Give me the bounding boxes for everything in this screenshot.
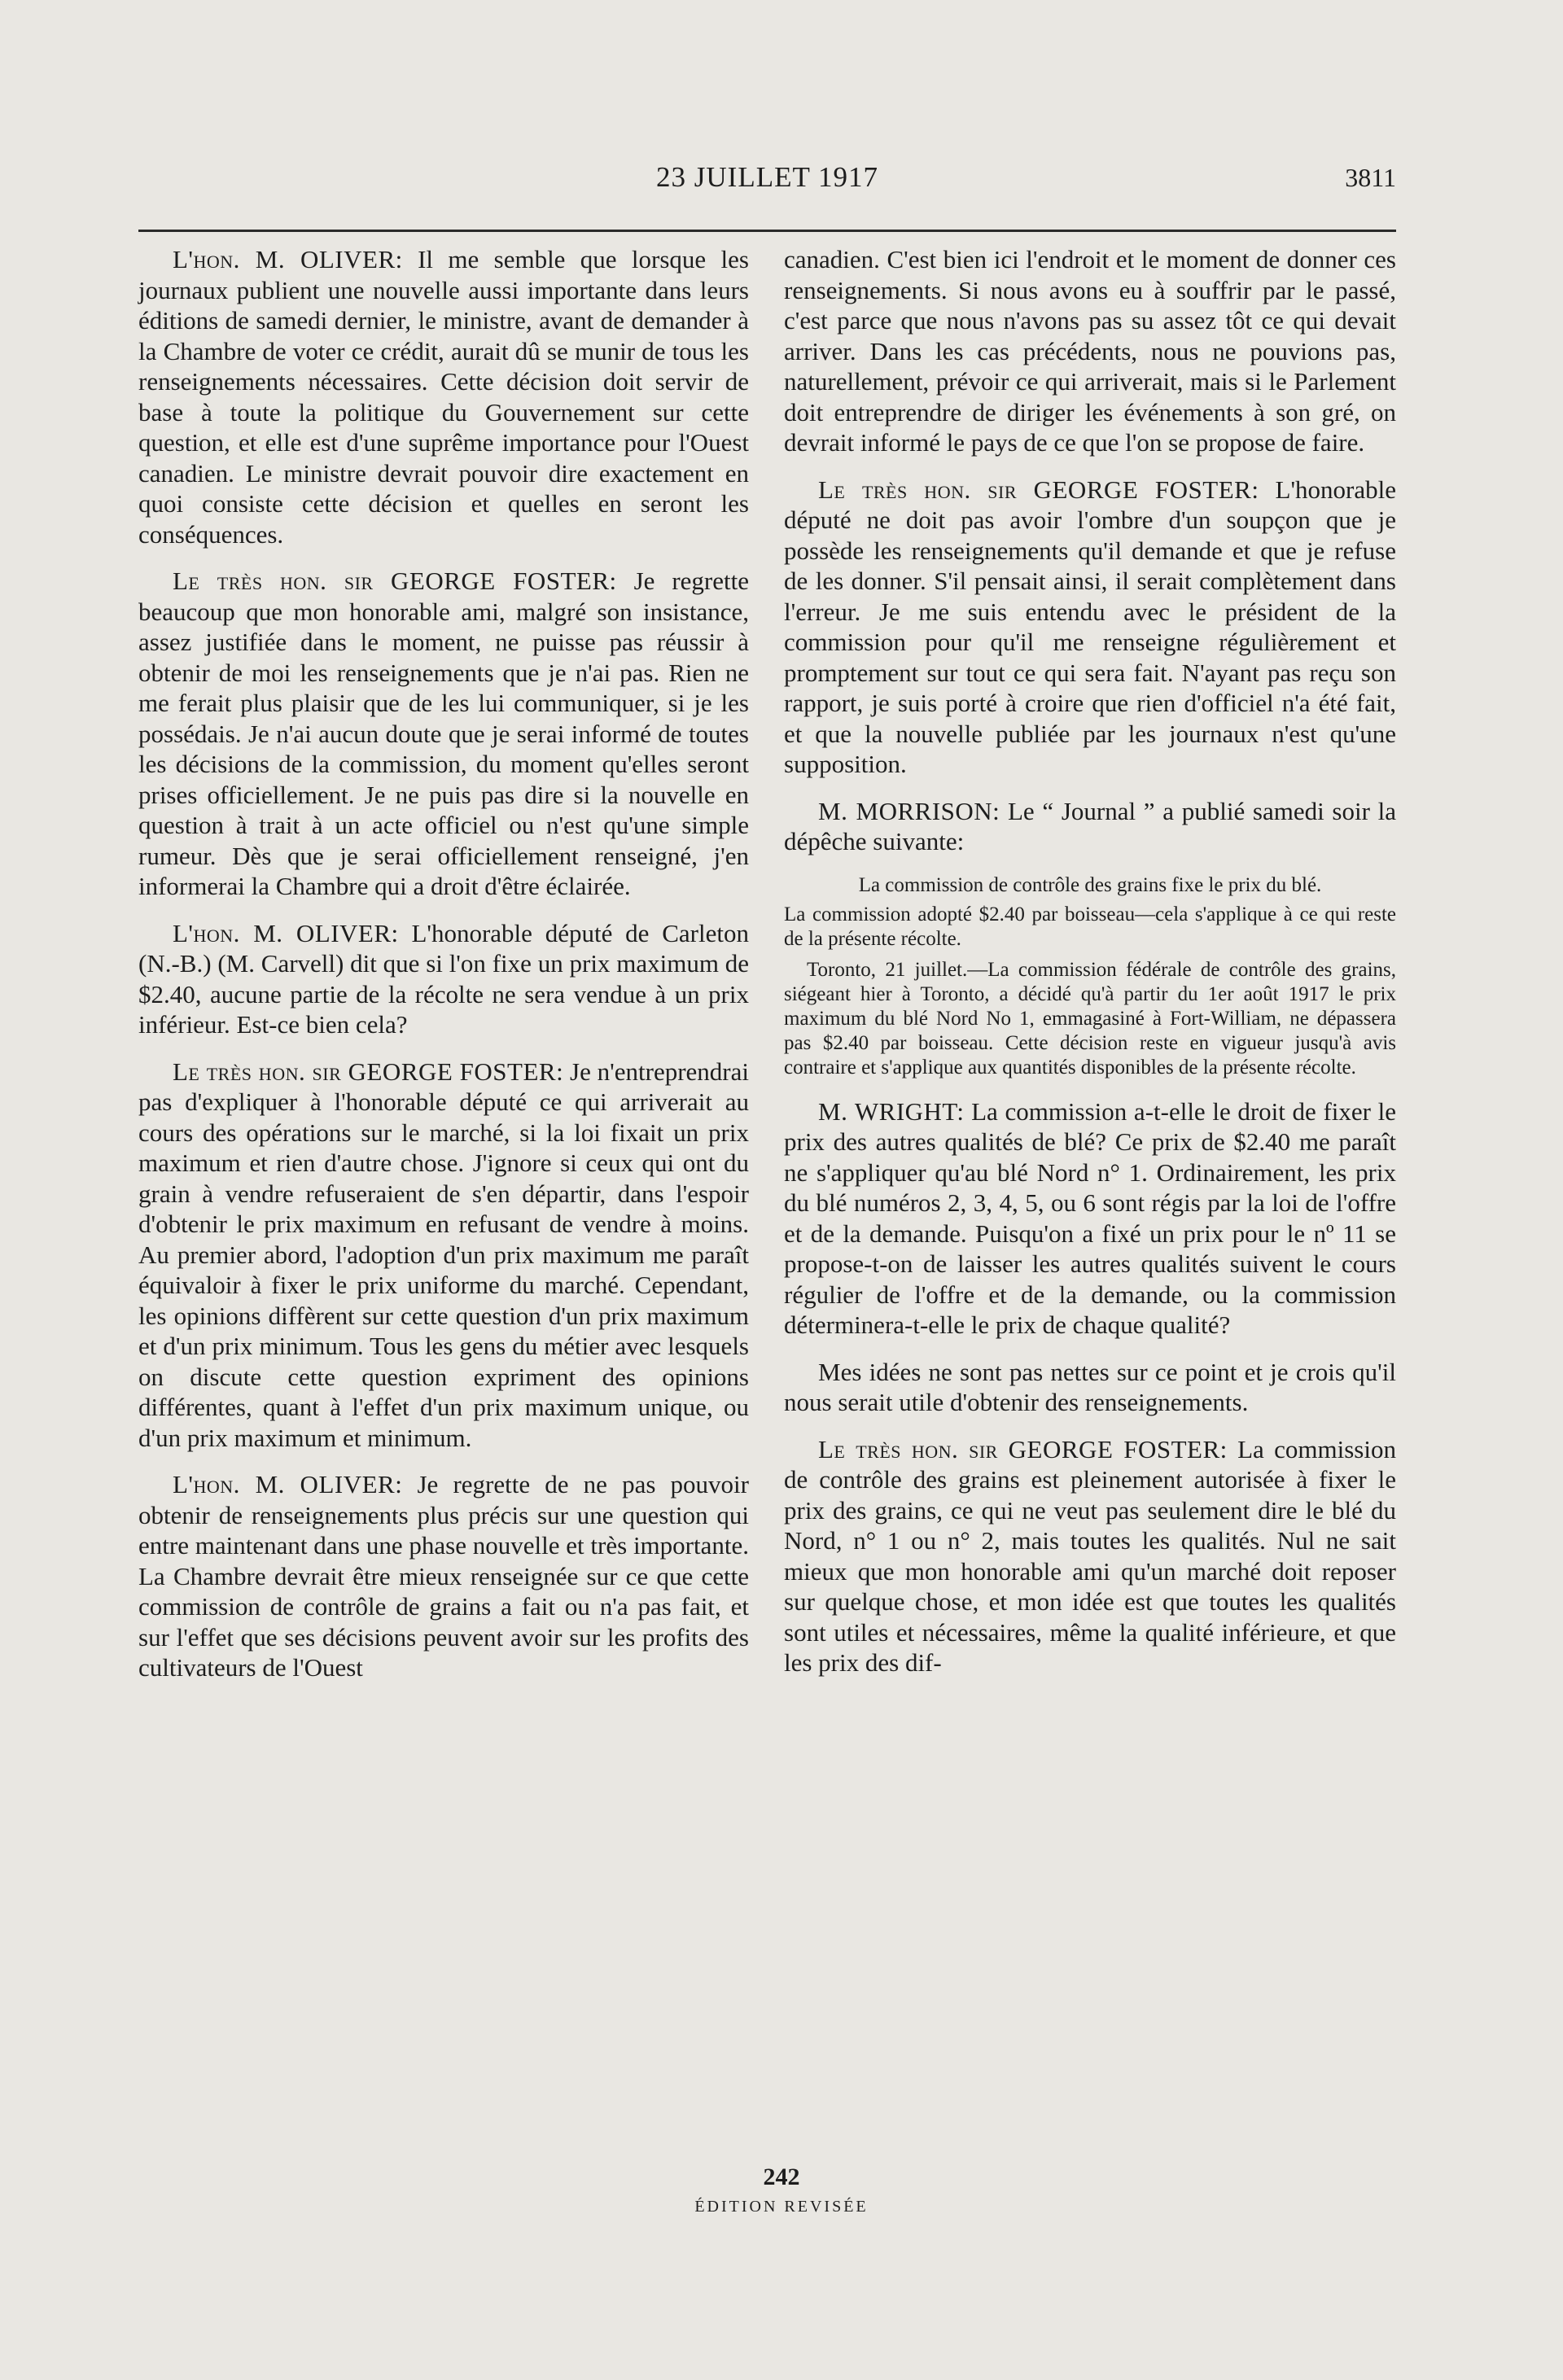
page-number: 3811 (1345, 163, 1396, 192)
paragraph-text: L'honorable député ne doit pas avoir l'ombre d'un soupçon que je possède les renseignements qu'il demande et que je refuse de les donner. S'il pensait ainsi, il serait complètement dans l'erreur. Je me suis entendu avec le président de la commission pour qu'il me renseigne régulièrement et promptement sur tout ce qui sera fait. N'ayant pas reçu son rapport, je suis porté à croire que rien d'officiel n'a été fait, et que la nouvelle publiée par les journaux n'est qu'une supposition. (784, 475, 1396, 778)
speaker-name: Le très hon. sir GEORGE FOSTER: (818, 475, 1259, 504)
paragraph-text: Je n'entreprendrai pas d'expliquer à l'honorable député ce qui arriverait au cours des opérations sur le marché, si la loi fixait un prix maximum et rien d'autre chose. J'ignore si ceux qui ont du grain à vendre refuseraient de s'en départir, dans l'espoir d'obtenir le prix maximum en refusant de vendre à moins. Au premier abord, l'adoption d'un prix maximum me paraît équivaloir à fixer le prix uniforme du marché. Cependant, les opinions diffèrent sur cette question d'un prix maximum et d'un prix minimum. Tous les gens du métier avec lesquels on discute cette question expriment des opinions différentes, quant à l'effet d'un prix maximum unique, ou d'un prix maximum et minimum. (138, 1057, 749, 1452)
speaker-name: Le très hon. sir GEORGE FOSTER: (818, 1434, 1228, 1463)
header-date: 23 JUILLET 1917 (656, 161, 878, 193)
paragraph (138, 566, 749, 902)
paragraph (784, 1357, 1396, 1418)
header-rule (138, 230, 1396, 232)
paragraph (138, 1057, 749, 1454)
paragraph (784, 1434, 1396, 1678)
paragraph (784, 796, 1396, 857)
left-column (138, 244, 749, 1700)
edition-label: ÉDITION REVISÉE (694, 2198, 869, 2216)
paragraph (138, 918, 749, 1040)
speaker-name: M. WRIGHT: (818, 1096, 965, 1126)
quoted-dispatch (784, 873, 1396, 1080)
right-column (784, 244, 1396, 1695)
paragraph-text: Je regrette de ne pas pouvoir obtenir de renseignements plus précis sur une question qui entre maintenant dans une phase nouvelle et très importante. La Chambre devrait être mieux renseignée sur ce que cette commission de contrôle de grains a fait ou n'a pas fait, et sur l'effet que ses décisions peuvent avoir sur les profits des cultivateurs de l'Ouest (138, 1470, 749, 1682)
paragraph-text: Il me semble que lorsque les journaux publient une nouvelle aussi importante dans leurs éditions de samedi dernier, le ministre, avant de demander à la Chambre de voter ce crédit, aurait dû se munir de tous les renseignements nécessaires. Cette décision doit servir de base à toute la politique du Gouvernement sur cette question, et elle est d'une suprême importance pour l'Ouest canadien. Le ministre devrait pouvoir dire exactement en quoi consiste cette décision et quelles en seront les conséquences. (138, 245, 749, 549)
dispatch-body: Toronto, 21 juillet.—La commission fédérale de contrôle des grains, siégeant hier à Toronto, a décidé qu'à partir du 1er août 1917 le prix maximum du blé Nord No 1, emmagasiné à Fort-William, ne dépassera pas $2.40 par boisseau. Cette décision reste en vigueur jusqu'à avis contraire et s'applique aux quantités disponibles de la présente récolte. (784, 958, 1396, 1078)
paragraph-text: Le “ Journal ” a publié samedi soir la dépêche suivante: (784, 796, 1396, 855)
paragraph (138, 244, 749, 549)
paragraph-text: Mes idées ne sont pas nettes sur ce point et je crois qu'il nous serait utile d'obtenir des renseignements. (784, 1357, 1396, 1416)
speaker-name: L'hon. M. OLIVER: (173, 245, 403, 273)
speaker-name: M. MORRISON: (818, 796, 1000, 825)
paragraph-text: La commission de contrôle des grains est pleinement autorisée à fixer le prix des grains, ce qui ne veut pas seulement dire le blé du Nord, n° 1 ou n° 2, mais toutes les qualités. Nul ne sait mieux que mon honorable ami qu'un marché doit reposer sur quelque chose, et mon idée est que toutes les qualités sont utiles et nécessaires, même la qualité inférieure, et que les prix des dif- (784, 1434, 1396, 1677)
paragraph-text: L'honorable député de Carleton (N.-B.) (M. Carvell) dit que si l'on fixe un prix maximum de $2.40, aucune partie de la récolte ne sera vendue à un prix inférieur. Est-ce bien cela? (138, 918, 749, 1039)
dispatch-subheading: La commission adopté $2.40 par boisseau—cela s'applique à ce qui reste de la présente récolte. (784, 903, 1396, 950)
paragraph-continuation: canadien. C'est bien ici l'endroit et le moment de donner ces renseignements. Si nous avons eu à souffrir par le passé, c'est parce que nous n'avons pas su assez tôt ce qui devait arriver. Dans les cas précédents, nous ne pouvions pas, naturellement, prévoir ce qui arriverait, mais si le Parlement doit entreprendre de diriger les événements à son gré, on devrait informé le pays de ce que l'on se propose de faire. (784, 245, 1396, 457)
paragraph-text: Je regrette beaucoup que mon honorable ami, malgré son insistance, assez justifiée dans le moment, ne puisse pas réussir à obtenir de moi les renseignements que je n'ai pas. Rien ne me ferait plus plaisir que de les lui communiquer, si je les possédais. Je n'ai aucun doute que je serai informé de toutes les décisions de la commission, du moment qu'elles seront prises officiellement. Je ne puis pas dire si la nouvelle en question à trait à un acte officiel ou n'est qu'une simple rumeur. Dès que je serai officiellement renseigné, j'en informerai la Chambre qui a droit d'être éclairée. (138, 567, 749, 900)
paragraph (784, 1096, 1396, 1341)
dispatch-heading: La commission de contrôle des grains fixe le prix du blé. (858, 873, 1322, 896)
signature-number: 242 (763, 2163, 800, 2190)
paragraph (784, 475, 1396, 780)
running-head (138, 161, 1396, 202)
paragraph-text: La commission a-t-elle le droit de fixer le prix des autres qualités de blé? Ce prix de $2.40 me paraît ne s'appliquer qu'au blé Nord n° 1. Ordinairement, les prix du blé numéros 2, 3, 4, 5, ou 6 sont régis par la loi de l'offre et de la demande. Puisqu'on a fixé un prix pour le nº 11 se propose-t-on de laisser les autres qualités suivent le cours régulier de l'offre et de la demande, ou la commission déterminera-t-elle le prix de chaque qualité? (784, 1096, 1397, 1339)
speaker-name: Le très hon. sir GEORGE FOSTER: (173, 567, 617, 595)
speaker-name: Le très hon. sir GEORGE FOSTER: (173, 1057, 564, 1086)
speaker-name: L'hon. M. OLIVER: (173, 918, 399, 947)
speaker-name: L'hon. M. OLIVER: (173, 1470, 403, 1498)
paragraph (138, 1469, 749, 1683)
